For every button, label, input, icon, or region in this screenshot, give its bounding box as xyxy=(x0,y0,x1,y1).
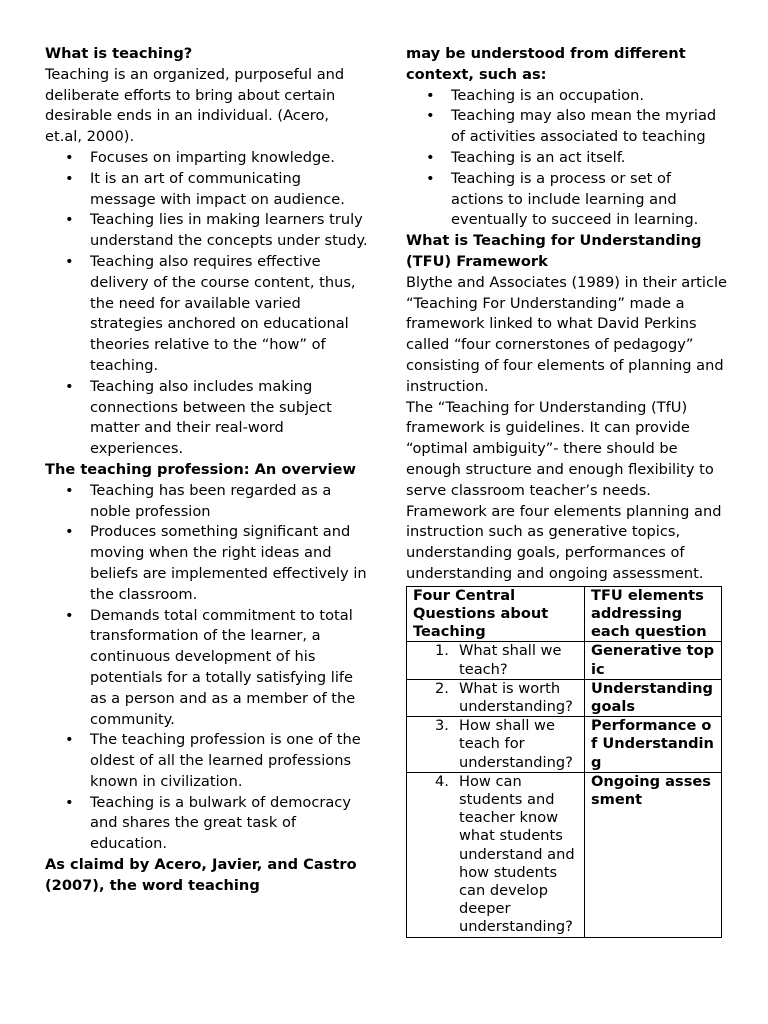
row-question: What is worth understanding? xyxy=(459,679,573,715)
tfu-paragraph-1: Blythe and Associates (1989) in their article “Teaching For Understanding” made a framework linked to what David Perkins called “four cornerstones of pedagogy” consisting of four elements of planning and instruction. xyxy=(406,273,727,395)
row-number: 3. xyxy=(435,717,449,735)
row-element: Ongoing assessment xyxy=(585,772,722,937)
list-item: • Teaching is a process or set of actions to include learning and eventually to succeed in learning. xyxy=(406,169,728,231)
table-header-row xyxy=(407,586,722,642)
table-row xyxy=(407,642,722,679)
table-header-questions: Four Central Questions about Teaching xyxy=(407,586,585,642)
heading-what-is-teaching: What is teaching? xyxy=(45,45,193,62)
profession-bullet-list xyxy=(45,481,370,855)
list-item: • Teaching lies in making learners truly understand the concepts under study. xyxy=(45,210,370,252)
list-item: • Demands total commitment to total transformation of the learner, a continuous development of his potentials for a totally satisfying life as a person and as a member of the community. xyxy=(45,606,370,731)
row-question: What shall we teach? xyxy=(459,642,562,678)
heading-continued: may be understood from different context, such as: xyxy=(406,45,686,83)
list-item: • Teaching is an occupation. xyxy=(406,86,728,107)
list-item: • Focuses on imparting knowledge. xyxy=(45,148,370,169)
heading-as-claimed: As claimd by Acero, Javier, and Castro (2007), the word teaching xyxy=(45,856,357,894)
left-column xyxy=(45,44,370,897)
context-bullet-list xyxy=(406,86,728,232)
table-row xyxy=(407,679,722,716)
table-row xyxy=(407,772,722,937)
tfu-paragraph-2: The “Teaching for Understanding (TfU) framework is guidelines. It can provide “optimal ambiguity”- there should be enough structure and enough flexibility to serve classroom teacher’s needs. Framework are four elements planning and instruction such as generative topics, understanding goals, performances of understanding and ongoing assessment. xyxy=(406,398,722,582)
row-element: Generative topic xyxy=(585,642,722,679)
row-number: 4. xyxy=(435,772,449,790)
table-row xyxy=(407,717,722,773)
row-question: How can students and teacher know what students understand and how students can develop deeper understanding? xyxy=(459,772,575,936)
heading-teaching-profession: The teaching profession: An overview xyxy=(45,460,356,478)
list-item: • Teaching may also mean the myriad of activities associated to teaching xyxy=(406,106,728,148)
row-element: Performance of Understanding xyxy=(585,717,722,773)
list-item: • Teaching is a bulwark of democracy and shares the great task of education. xyxy=(45,793,370,855)
right-column xyxy=(406,44,728,938)
row-question: How shall we teach for understanding? xyxy=(459,717,573,771)
list-item: • Teaching has been regarded as a noble profession xyxy=(45,481,370,523)
list-item: • Produces something significant and moving when the right ideas and beliefs are implemented effectively in the classroom. xyxy=(45,522,370,605)
heading-tfu-framework: What is Teaching for Understanding (TFU) Framework xyxy=(406,232,702,270)
intro-paragraph: Teaching is an organized, purposeful and deliberate efforts to bring about certain desirable ends in an individual. (Acero, et.al, 2000). xyxy=(45,65,345,146)
list-item: • Teaching is an act itself. xyxy=(406,148,728,169)
list-item: • Teaching also requires effective delivery of the course content, thus, the need for available varied strategies anchored on educational theories relative to the “how” of teaching. xyxy=(45,252,370,377)
teaching-bullet-list xyxy=(45,148,370,460)
row-number: 2. xyxy=(435,679,449,697)
row-number: 1. xyxy=(435,642,449,660)
list-item: • It is an art of communicating message with impact on audience. xyxy=(45,169,370,211)
list-item: • Teaching also includes making connections between the subject matter and their real-word experiences. xyxy=(45,377,370,460)
row-element: Understanding goals xyxy=(585,679,722,716)
table-header-elements: TFU elements addressing each question xyxy=(585,586,722,642)
tfu-table xyxy=(406,586,722,938)
list-item: • The teaching profession is one of the oldest of all the learned professions known in civilization. xyxy=(45,730,370,792)
